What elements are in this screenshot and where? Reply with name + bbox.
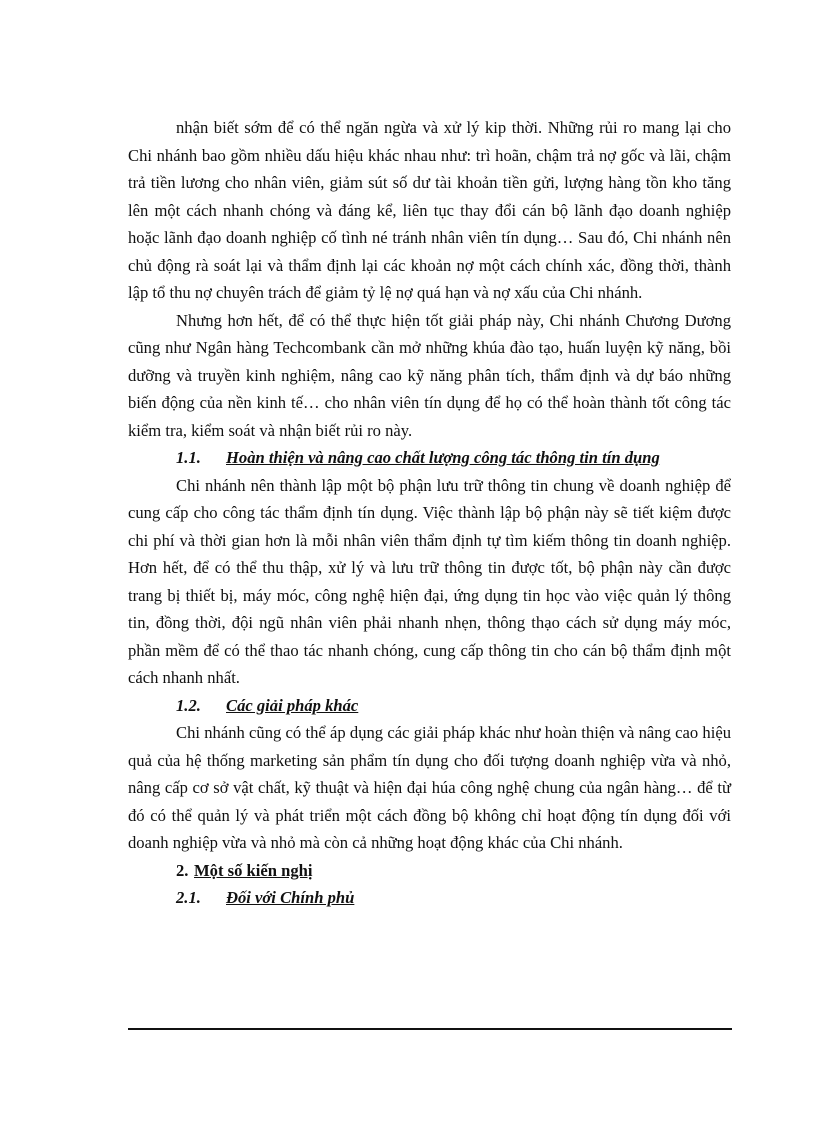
heading-2-1-number: 2.1. bbox=[176, 888, 201, 907]
footer-divider bbox=[128, 1028, 732, 1030]
heading-1-2-title: Các giải pháp khác bbox=[226, 695, 359, 715]
heading-1-1-title: Hoàn thiện và nâng cao chất lượng công tác thông tin tín dụng bbox=[226, 448, 660, 467]
heading-2-1 bbox=[128, 884, 731, 912]
heading-2-number: 2. bbox=[176, 860, 189, 880]
paragraph-other-solutions: Chi nhánh cũng có thể áp dụng các giải pháp khác như hoàn thiện và nâng cao hiệu quả của hệ thống marketing sản phẩm tín dụng cho đối tượng doanh nghiệp vừa và nhỏ, nâng cấp cơ sở vật chất, kỹ thuật và hiện đại húa công nghệ chung của ngân hàng… để từ đó có thể quản lý và phát triển một cách đồng bộ không chỉ hoạt động tín dụng đối với doanh nghiệp vừa và nhỏ mà còn cả những hoạt động khác của Chi nhánh. bbox=[128, 723, 731, 852]
heading-1-1 bbox=[128, 444, 731, 472]
heading-1-2 bbox=[128, 692, 731, 720]
paragraph-staff-training: Nhưng hơn hết, để có thể thực hiện tốt giải pháp này, Chi nhánh Chương Dương cũng như Ngân hàng Techcombank cần mở những khúa đào tạo, huấn luyện kỹ năng, bồi dưỡng và truyền kinh nghiệm, nâng cao kỹ năng phân tích, thẩm định và dự báo những biến động của nền kinh tế… cho nhân viên tín dụng để họ có thể hoàn thành tốt công tác kiểm tra, kiểm soát và nhận biết rủi ro này. bbox=[128, 310, 731, 440]
heading-2 bbox=[128, 857, 731, 885]
paragraph-risk-signs: nhận biết sớm để có thể ngăn ngừa và xử lý kip thời. Những rủi ro mang lại cho Chi nhánh bao gồm nhiều dấu hiệu khác nhau như: trì hoãn, chậm trả nợ gốc và lãi, chậm trả tiền lương cho nhân viên, giảm sút số dư tài khoản tiền gửi, lượng hàng tồn kho tăng lên một cách nhanh chóng và đáng kể, liên tục thay đổi cán bộ lãnh đạo doanh nghiệp hoặc lãnh đạo doanh nghiệp cố tình né tránh nhân viên tín dụng… Sau đó, Chi nhánh nên chủ động rà soát lại và thẩm định lại các khoản nợ một cách chính xác, đồng thời, thành lập tổ thu nợ chuyên trách để giảm tỷ lệ nợ quá hạn và nợ xấu của Chi nhánh. bbox=[128, 118, 731, 302]
document-body bbox=[128, 114, 731, 912]
heading-2-1-title: Đối với Chính phủ bbox=[226, 888, 355, 907]
heading-1-2-number: 1.2. bbox=[176, 695, 201, 715]
heading-2-title: Một số kiến nghị bbox=[194, 860, 313, 880]
heading-1-1-number: 1.1. bbox=[176, 448, 201, 467]
paragraph-credit-information: Chi nhánh nên thành lập một bộ phận lưu trữ thông tin chung về doanh nghiệp để cung cấp cho công tác thẩm định tín dụng. Việc thành lập bộ phận này sẽ tiết kiệm được chi phí và thời gian hơn là mỗi nhân viên thẩm định tự tìm kiếm thông tin doanh nghiệp. Hơn hết, để có thể thu thập, xử lý và lưu trữ thông tin được tốt, bộ phận này cần được trang bị thiết bị, máy móc, công nghệ hiện đại, ứng dụng tin học vào việc quản lý thông tin, đồng thời, đội ngũ nhân viên phải nhanh nhẹn, thông thạo cách sử dụng máy móc, phần mềm để có thể thao tác nhanh chóng, cung cấp thông tin cho cán bộ thẩm định một cách nhanh nhất. bbox=[128, 475, 731, 687]
